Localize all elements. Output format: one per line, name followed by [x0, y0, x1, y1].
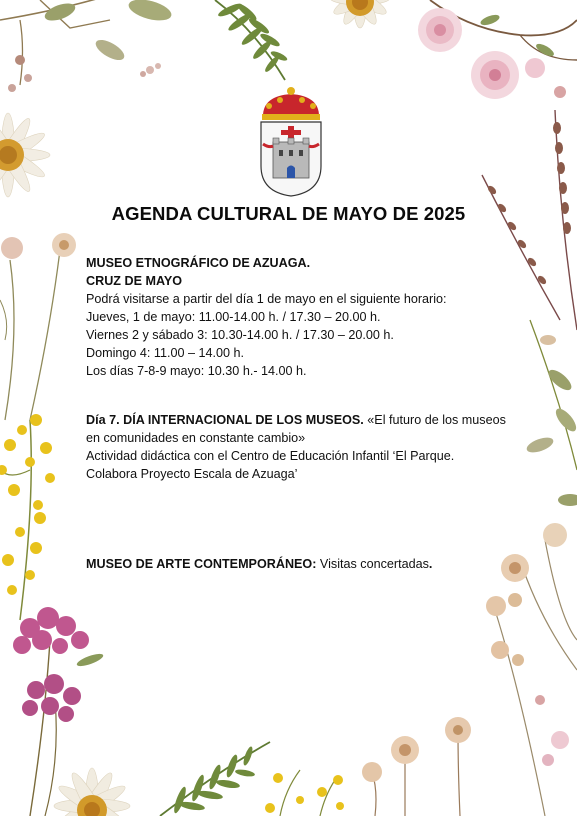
museo-arte-section: [86, 555, 526, 573]
coat-of-arms-icon: [257, 86, 325, 198]
museo-etnografico-heading: MUSEO ETNOGRÁFICO DE AZUAGA.: [86, 256, 311, 270]
pink-flowers-left-icon: [13, 607, 105, 816]
daisy-bottom-icon: [54, 768, 130, 816]
top-left-foliage-icon: [0, 0, 174, 92]
fern-top-icon: [215, 0, 288, 80]
dia-museos-section: [86, 411, 526, 483]
schedule-intro: Podrá visitarse a partir del día 1 de mayo en el siguiente horario:: [86, 292, 447, 306]
yellow-sprigs-bottom-icon: [265, 770, 344, 816]
schedule-line: Viernes 2 y sábado 3: 10.30-14.00 h. / 17.30 – 20.00 h.: [86, 328, 394, 342]
schedule-line: Domingo 4: 11.00 – 14.00 h.: [86, 346, 244, 360]
museo-arte-period: .: [428, 557, 433, 571]
page-title: AGENDA CULTURAL DE MAYO DE 2025: [111, 203, 466, 224]
museo-arte-text: Visitas concertadas: [316, 557, 429, 571]
schedule-line: Los días 7-8-9 mayo: 10.30 h.- 14.00 h.: [86, 364, 307, 378]
right-foliage-icon: [525, 320, 577, 506]
dia-museos-quote-cont: en comunidades en constante cambio»: [86, 431, 306, 445]
dia-museos-collaboration: Colabora Proyecto Escala de Azuaga’: [86, 467, 298, 481]
daisy-left-icon: [0, 113, 50, 197]
cruz-de-mayo-subheading: CRUZ DE MAYO: [86, 274, 183, 288]
dia-museos-quote: «El futuro de los museos: [363, 413, 506, 427]
dried-flowers-bottom-icon: [362, 717, 471, 816]
yellow-flowers-left-icon: [0, 414, 55, 620]
daisy-top-icon: [330, 0, 390, 28]
dia-museos-heading: Día 7. DÍA INTERNACIONAL DE LOS MUSEOS.: [86, 413, 364, 427]
dia-museos-activity: Actividad didáctica con el Centro de Educación Infantil ‘El Parque.: [86, 449, 455, 463]
schedule-line: Jueves, 1 de mayo: 11.00-14.00 h. / 17.30 – 20.00 h.: [86, 310, 381, 324]
museo-etnografico-section: [86, 254, 526, 380]
top-right-roses-icon: [418, 0, 577, 99]
left-stems-icon: [0, 233, 76, 420]
museo-arte-heading: MUSEO DE ARTE CONTEMPORÁNEO:: [86, 557, 317, 571]
fern-bottom-icon: [160, 742, 270, 816]
